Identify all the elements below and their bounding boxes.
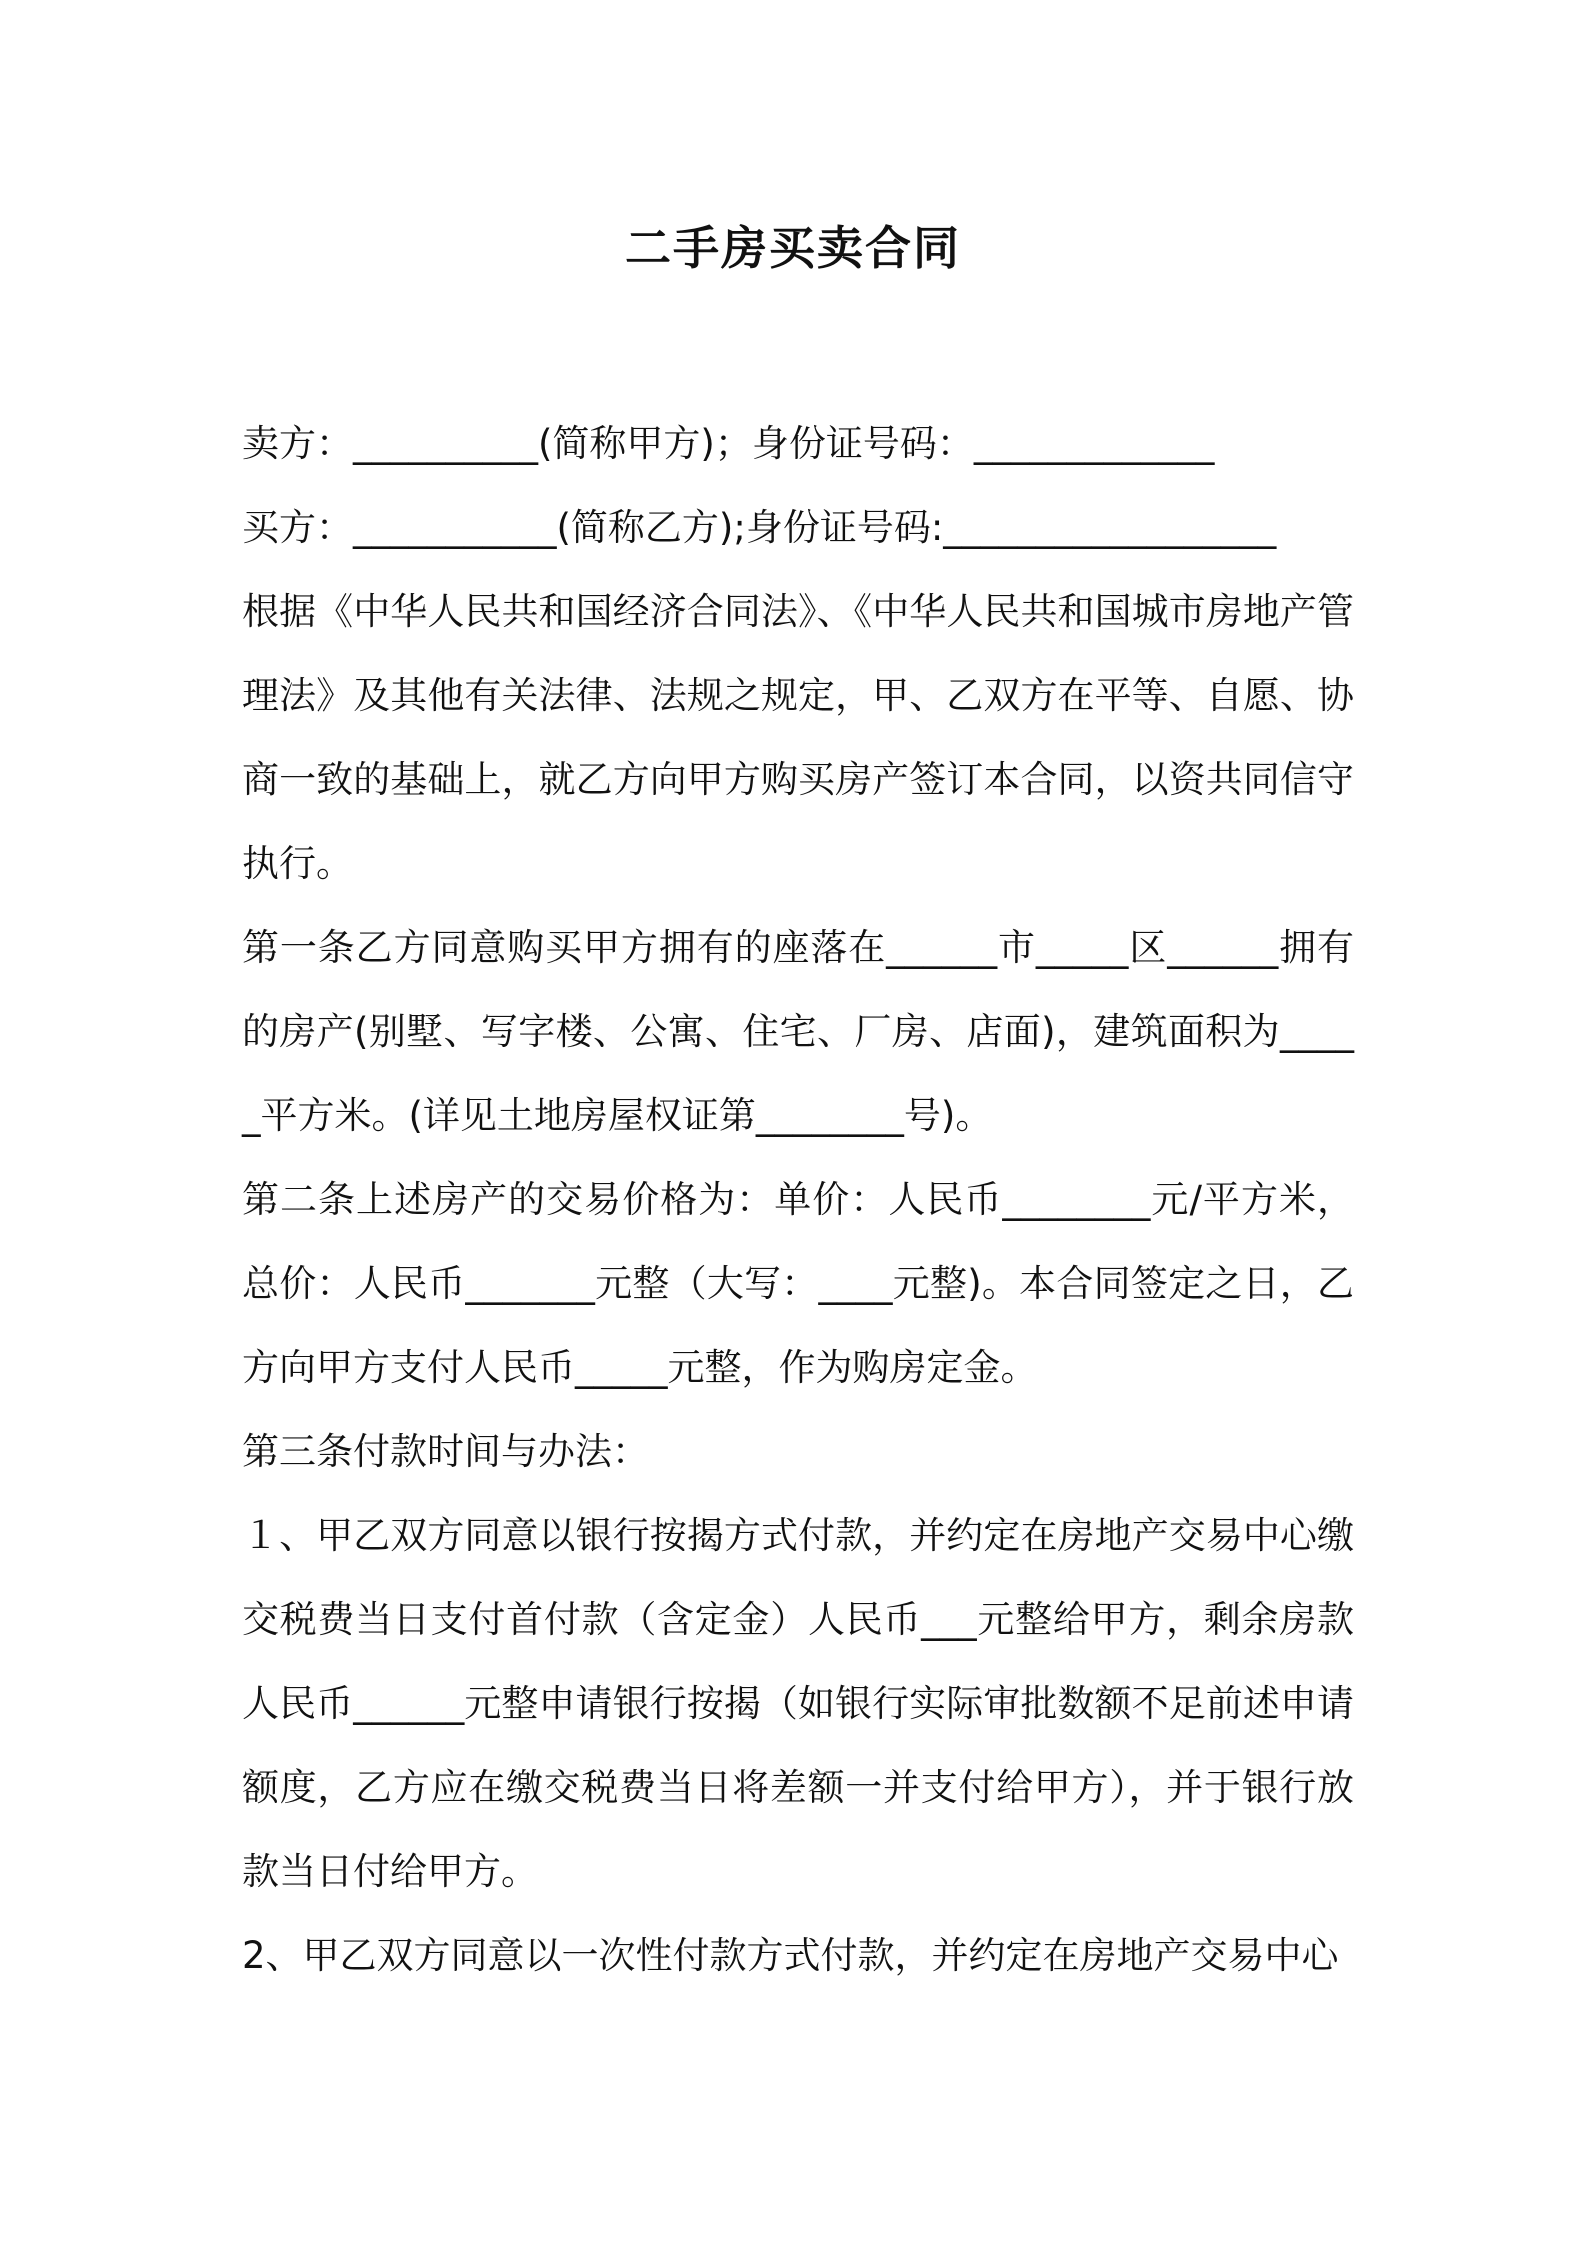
contract-body (242, 402, 1354, 1998)
payment-clause-2: 2、甲乙双方同意以一次性付款方式付款，并约定在房地产交易中心 (242, 1934, 1339, 1977)
article-3-heading: 第三条付款时间与办法： (242, 1430, 649, 1473)
article-1-paragraph: 第一条乙方同意购买甲方拥有的座落在______市_____区______拥有的房产(别墅、写字楼、公寓、住宅、厂房、店面)，建筑面积为_____平方米。(详见土地房屋权证第________号)。 (242, 926, 1354, 1137)
document-title: 二手房买卖合同 (625, 221, 961, 275)
payment-clause-1: １、甲乙双方同意以银行按揭方式付款，并约定在房地产交易中心缴交税费当日支付首付款（含定金）人民币___元整给甲方，剩余房款人民币______元整申请银行按揭（如银行实际审批数额不足前述申请额度，乙方应在缴交税费当日将差额一并支付给甲方），并于银行放款当日付给甲方。 (242, 1514, 1354, 1893)
seller-line: 卖方：__________(简称甲方)；身份证号码：_____________ (242, 422, 1215, 465)
article-2-paragraph: 第二条上述房产的交易价格为：单价：人民币________元/平方米，总价：人民币_______元整（大写：____元整)。本合同签定之日，乙方向甲方支付人民币_____元整，作为购房定金。 (242, 1178, 1354, 1389)
legal-basis-paragraph: 根据《中华人民共和国经济合同法》、《中华人民共和国城市房地产管理法》及其他有关法律、法规之规定，甲、乙双方在平等、自愿、协商一致的基础上，就乙方向甲方购买房产签订本合同，以资共同信守执行。 (242, 590, 1354, 885)
buyer-line: 买方：___________(简称乙方);身份证号码:__________________ (242, 506, 1277, 549)
